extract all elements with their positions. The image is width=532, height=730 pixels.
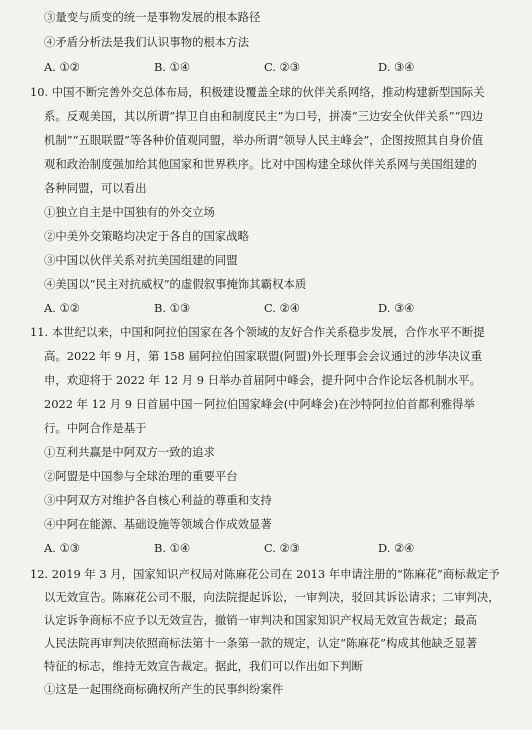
q11-option-a: A. ①③ bbox=[44, 541, 80, 555]
q12-stem-line: 人民法院再审判决依照商标法第十一条第一款的规定，认定“陈麻花”构成其他缺乏显著 bbox=[44, 636, 478, 650]
q12-statement-1: ①这是一起围绕商标确权所产生的民事纠纷案件 bbox=[44, 682, 284, 696]
q11-option-d: D. ②④ bbox=[378, 541, 415, 555]
q10-statement-2: ②中美外交策略均决定于各自的国家战略 bbox=[44, 229, 250, 243]
q9-option-b: B. ①④ bbox=[154, 60, 191, 74]
q11-option-b: B. ①④ bbox=[154, 541, 191, 555]
q9-option-c: C. ②③ bbox=[264, 60, 300, 74]
q10-stem-line: 各种同盟，可以看出 bbox=[44, 181, 147, 195]
q10-statement-1: ①独立自主是中国独有的外交立场 bbox=[44, 205, 215, 219]
q11-stem-line: 2022 年 12 月 9 日首届中国－阿拉伯国家峰会(中阿峰会)在沙特阿拉伯首都利雅得举 bbox=[44, 397, 475, 411]
q10-stem-line: 10. 中国不断完善外交总体布局，积极建设覆盖全球的伙伴关系网络，推动构建新型国际关 bbox=[30, 85, 485, 99]
q11-option-c: C. ②③ bbox=[264, 541, 300, 555]
q9-option-d: D. ③④ bbox=[378, 60, 415, 74]
q10-option-d: D. ③④ bbox=[378, 301, 415, 315]
q10-statement-3: ③中国以伙伴关系对抗美国组建的同盟 bbox=[44, 253, 238, 267]
q12-stem-line: 特征的标志，维持无效宣告裁定。据此，我们可以作出如下判断 bbox=[44, 659, 363, 673]
q11-statement-3: ③中阿双方对维护各自核心利益的尊重和支持 bbox=[44, 493, 272, 507]
q11-stem-line: 行。中阿合作是基于 bbox=[44, 421, 147, 435]
q11-stem-line: 11. 本世纪以来，中国和阿拉伯国家在各个领域的友好合作关系稳步发展，合作水平不断提 bbox=[30, 325, 485, 339]
q12-stem-line: 认定诉争商标不应予以无效宣告，撤销一审判决和国家知识产权局无效宣告裁定；最高 bbox=[44, 613, 477, 627]
q10-stem-line: 观和政治制度强加给其他国家和世界秩序。比对中国构建全球伙伴关系网与美国组建的 bbox=[44, 157, 477, 171]
q10-option-a: A. ①② bbox=[44, 301, 80, 315]
q12-stem-line: 以无效宣告。陈麻花公司不服，向法院提起诉讼，一审判决，驳回其诉讼请求；二审判决， bbox=[44, 590, 500, 604]
q11-statement-2: ②阿盟是中国参与全球治理的重要平台 bbox=[44, 469, 238, 483]
q11-statement-1: ①互利共赢是中阿双方一致的追求 bbox=[44, 445, 215, 459]
q10-option-b: B. ①③ bbox=[154, 301, 191, 315]
q9-option-a: A. ①② bbox=[44, 60, 80, 74]
q9-statement-4: ④矛盾分析法是我们认识事物的根本方法 bbox=[44, 35, 250, 49]
q10-stem-line: 机制”“五眼联盟”等各种价值观同盟，举办所谓“领导人民主峰会”，企图按照其自身价值 bbox=[44, 133, 484, 147]
q12-stem-line: 12. 2019 年 3 月，国家知识产权局对陈麻花公司在 2013 年申请注册的“陈麻花”商标裁定予 bbox=[30, 567, 500, 581]
q11-stem-line: 申，欢迎将于 2022 年 12 月 9 日举办首届阿中峰会，提升阿中合作论坛各机制水平。 bbox=[44, 373, 481, 387]
q9-statement-3: ③量变与质变的统一是事物发展的根本路径 bbox=[44, 10, 261, 24]
q11-stem-line: 高。2022 年 9 月，第 158 届阿拉伯国家联盟(阿盟)外长理事会会议通过的涉华决议重 bbox=[44, 349, 483, 363]
q10-statement-4: ④美国以“民主对抗威权”的虚假叙事掩饰其霸权本质 bbox=[44, 277, 307, 291]
q10-stem-line: 系。反观美国，其以所谓“捍卫自由和制度民主”为口号，拼凑“三边安全伙伴关系”“四边 bbox=[44, 109, 484, 123]
q10-option-c: C. ②④ bbox=[264, 301, 300, 315]
q11-statement-4: ④中阿在能源、基础设施等领域合作成效显著 bbox=[44, 517, 272, 531]
